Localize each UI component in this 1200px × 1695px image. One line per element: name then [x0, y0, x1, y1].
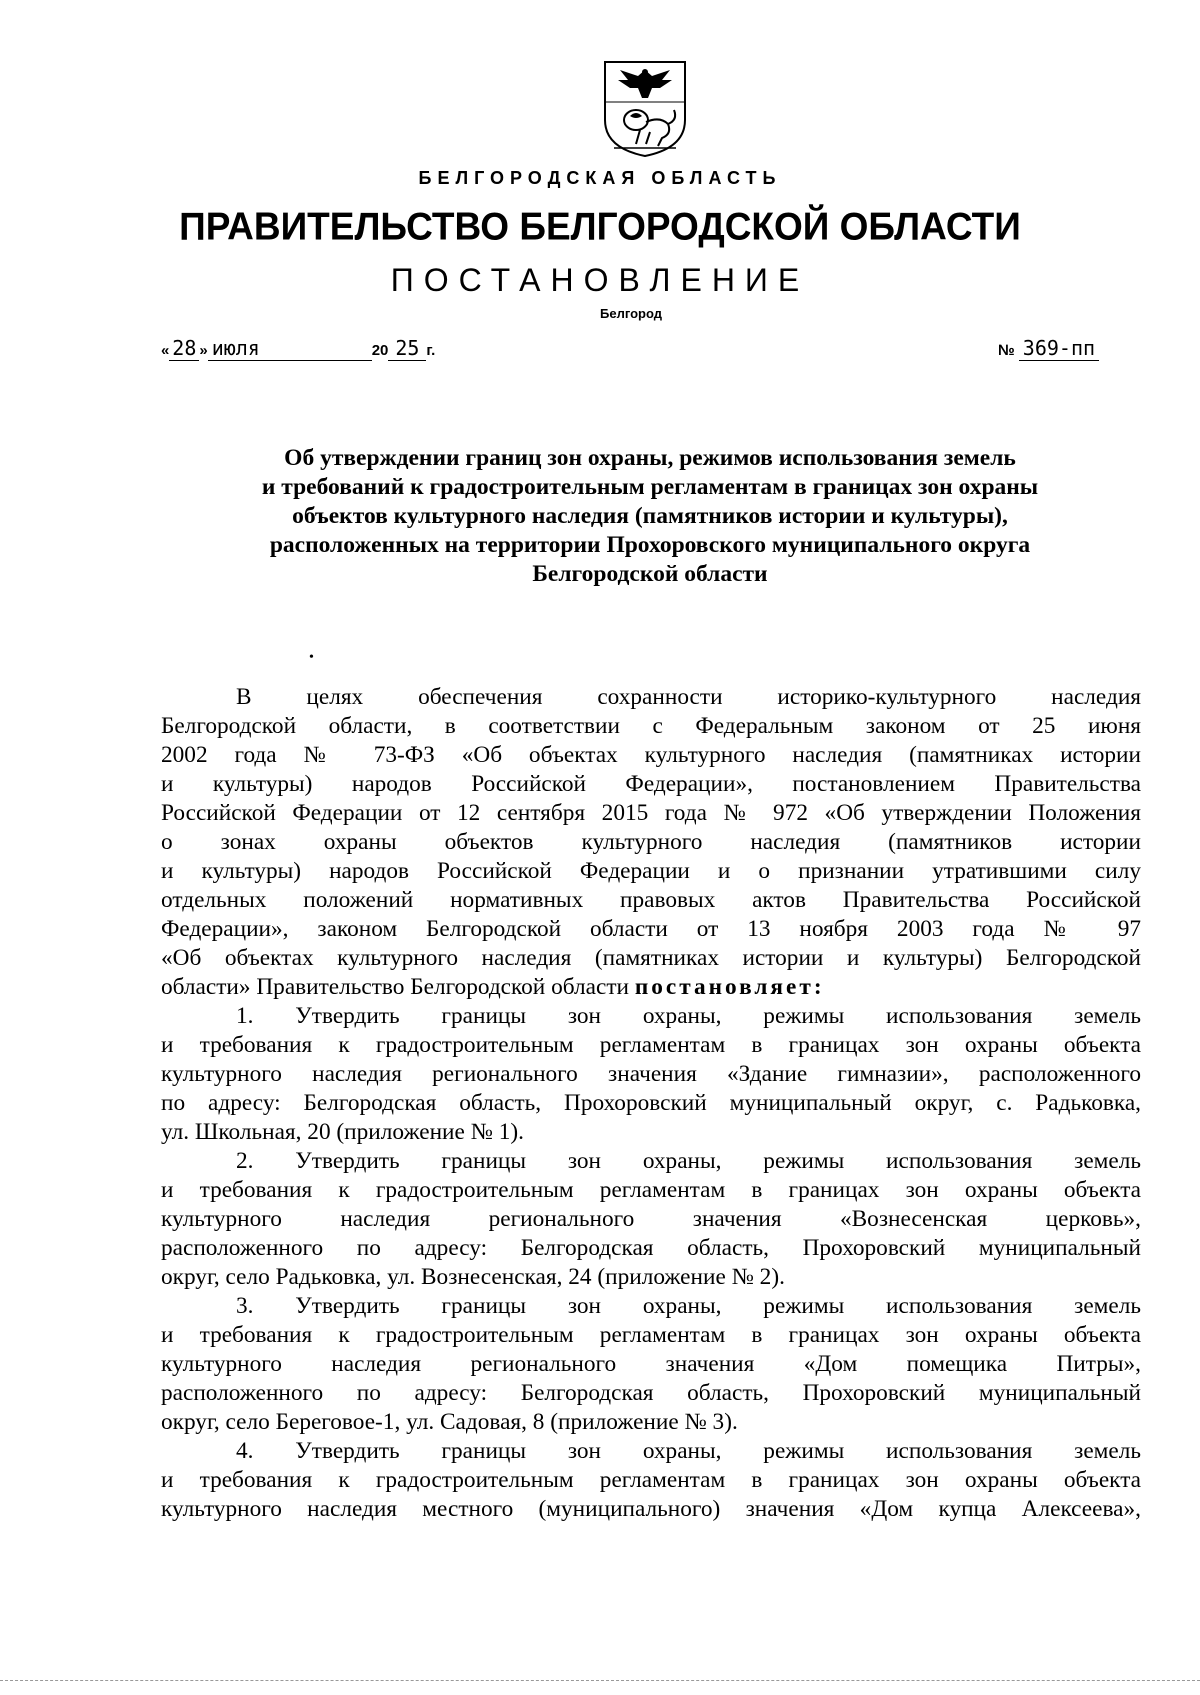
title-line: Об утверждении границ зон охраны, режимов использования земель [284, 445, 1016, 471]
date-day: 28 [169, 336, 199, 361]
item-3-line: расположенного по адресу: Белгородская область, Прохоровский муниципальный [161, 1380, 1141, 1406]
title-line: Белгородской области [532, 561, 768, 587]
date-open-quote: « [161, 342, 170, 359]
item-1-line: 1. Утвердить границы зон охраны, режимы использования земель [236, 1003, 1141, 1029]
item-1-line: и требования к градостроительным регламентам в границах зон охраны объекта [161, 1032, 1141, 1058]
item-2-line: культурного наследия регионального значения «Вознесенская церковь», [161, 1206, 1141, 1232]
preamble-line: отдельных положений нормативных правовых актов Правительства Российской [161, 887, 1141, 913]
item-1-line: ул. Школьная, 20 (приложение № 1). [161, 1119, 524, 1145]
coat-of-arms-icon [600, 58, 690, 158]
preamble-line: и культуры) народов Российской Федерации», постановлением Правительства [161, 771, 1141, 797]
item-2-line: округ, село Радьковка, ул. Вознесенская, 24 (приложение № 2). [161, 1264, 785, 1290]
item-2-line: и требования к градостроительным регламентам в границах зон охраны объекта [161, 1177, 1141, 1203]
preamble-line: Белгородской области, в соответствии с Федеральным законом от 25 июня [161, 713, 1141, 739]
preamble-line: «Об объектах культурного наследия (памятниках истории и культуры) Белгородской [161, 945, 1141, 971]
title-line: объектов культурного наследия (памятников истории и культуры), [292, 503, 1008, 529]
number-value: 369-пп [1019, 336, 1099, 361]
document-date [161, 336, 435, 361]
region-heading: БЕЛГОРОДСКАЯ ОБЛАСТЬ [418, 168, 782, 188]
date-year: 25 [388, 336, 426, 361]
item-2-line: расположенного по адресу: Белгородская область, Прохоровский муниципальный [161, 1235, 1141, 1261]
preamble-line [161, 973, 1141, 1002]
document-title [160, 444, 1140, 589]
government-heading: ПРАВИТЕЛЬСТВО БЕЛГОРОДСКОЙ ОБЛАСТИ [179, 204, 1021, 248]
item-2-line: 2. Утвердить границы зон охраны, режимы использования земель [236, 1148, 1141, 1174]
document-type: ПОСТАНОВЛЕНИЕ [390, 262, 810, 298]
item-4-line: и требования к градостроительным регламентам в границах зон охраны объекта [161, 1467, 1141, 1493]
preamble-line: Федерации», законом Белгородской области от 13 ноября 2003 года № 97 [161, 916, 1141, 942]
item-1-line: по адресу: Белгородская область, Прохоровский муниципальный округ, с. Радьковка, [161, 1090, 1141, 1116]
item-1-line: культурного наследия регионального значения «Здание гимназии», расположенного [161, 1061, 1141, 1087]
title-line: расположенных на территории Прохоровского муниципального округа [269, 532, 1031, 558]
item-4-line: 4. Утвердить границы зон охраны, режимы использования земель [236, 1438, 1141, 1464]
preamble-line: Российской Федерации от 12 сентября 2015 года № 972 «Об утверждении Положения [161, 800, 1141, 826]
title-line: и требований к градостроительным регламентам в границах зон охраны [261, 474, 1039, 500]
preamble-last-text: области» Правительство Белгородской области [161, 974, 635, 1000]
item-3-line: и требования к градостроительным регламентам в границах зон охраны объекта [161, 1322, 1141, 1348]
item-4-line: культурного наследия местного (муниципального) значения «Дом купца Алексеева», [161, 1496, 1141, 1522]
stray-mark: • [309, 650, 314, 665]
date-month: июля [208, 336, 372, 361]
date-suffix: г. [426, 342, 436, 359]
document-body [161, 683, 1141, 1524]
preamble-line: о зонах охраны объектов культурного наследия (памятников истории [161, 829, 1141, 855]
number-prefix: № [998, 342, 1015, 359]
item-3-line: 3. Утвердить границы зон охраны, режимы использования земель [236, 1293, 1141, 1319]
preamble-line: 2002 года № 73-ФЗ «Об объектах культурного наследия (памятниках истории [161, 742, 1141, 768]
date-close-quote: » [199, 342, 208, 359]
item-3-line: культурного наследия регионального значения «Дом помещика Питры», [161, 1351, 1141, 1377]
item-3-line: округ, село Береговое-1, ул. Садовая, 8 (приложение № 3). [161, 1409, 738, 1435]
document-number [998, 336, 1099, 361]
preamble-line: В целях обеспечения сохранности историко-культурного наследия [236, 684, 1141, 710]
date-century: 20 [371, 342, 389, 359]
city-name: Белгород [600, 306, 662, 321]
resolves-word: постановляет: [634, 974, 825, 1000]
preamble-line: и культуры) народов Российской Федерации и о признании утратившими силу [161, 858, 1141, 884]
scan-edge-divider [0, 1680, 1200, 1681]
